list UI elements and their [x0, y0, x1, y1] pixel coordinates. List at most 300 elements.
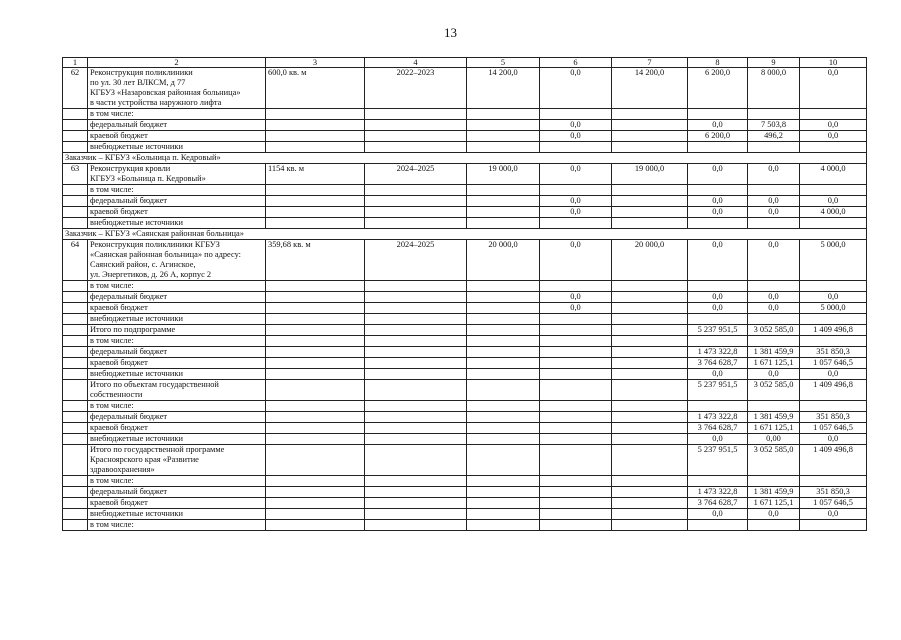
cell-remaining: [612, 336, 688, 347]
cell-year-3: [800, 281, 867, 292]
cell-cost: [467, 303, 540, 314]
cell-cost: 20 000,0: [467, 240, 540, 281]
cell-remaining: [612, 292, 688, 303]
cell-cost: [467, 487, 540, 498]
header-row: [63, 58, 867, 68]
cell-remaining: [612, 207, 688, 218]
cell-spent: [540, 281, 612, 292]
cell-period: [365, 509, 467, 520]
cell-year-3: 1 057 646,5: [800, 423, 867, 434]
cell-year-2: [748, 218, 800, 229]
cell-capacity: [266, 445, 365, 476]
cell-period: [365, 401, 467, 412]
cell-spent: [540, 142, 612, 153]
cell-year-3: 5 000,0: [800, 240, 867, 281]
cell-year-1: 0,0: [688, 369, 748, 380]
detail-row: [63, 347, 867, 358]
cell-year-3: 4 000,0: [800, 164, 867, 185]
cell-period: [365, 412, 467, 423]
cell-capacity: [266, 196, 365, 207]
detail-row: [63, 196, 867, 207]
cell-year-1: 6 200,0: [688, 131, 748, 142]
cell-capacity: 600,0 кв. м: [266, 68, 365, 109]
cell-num: 64: [63, 240, 88, 281]
cell-num: 63: [63, 164, 88, 185]
cell-year-1: 1 473 322,8: [688, 347, 748, 358]
cell-spent: [540, 314, 612, 325]
cell-remaining: [612, 476, 688, 487]
cell-year-1: 0,0: [688, 303, 748, 314]
cell-num: [63, 347, 88, 358]
cell-cost: [467, 325, 540, 336]
cell-capacity: [266, 218, 365, 229]
cell-remaining: [612, 314, 688, 325]
cell-year-2: 1 671 125,1: [748, 358, 800, 369]
cell-spent: 0,0: [540, 240, 612, 281]
cell-year-2: 0,0: [748, 369, 800, 380]
cell-year-1: [688, 401, 748, 412]
detail-row: [63, 445, 867, 476]
detail-row: [63, 142, 867, 153]
cell-num: [63, 520, 88, 531]
cell-num: [63, 131, 88, 142]
cell-spent: [540, 218, 612, 229]
cell-year-2: 1 381 459,9: [748, 347, 800, 358]
cell-year-1: [688, 109, 748, 120]
cell-remaining: [612, 218, 688, 229]
cell-remaining: [612, 520, 688, 531]
cell-period: 2022–2023: [365, 68, 467, 109]
cell-name: внебюджетные источники: [88, 369, 266, 380]
cell-cost: [467, 281, 540, 292]
page-number: 13: [444, 25, 457, 40]
cell-capacity: 359,68 кв. м: [266, 240, 365, 281]
cell-capacity: [266, 303, 365, 314]
cell-name: в том числе:: [88, 109, 266, 120]
cell-capacity: [266, 131, 365, 142]
detail-row: [63, 498, 867, 509]
cell-remaining: [612, 303, 688, 314]
cell-year-2: 496,2: [748, 131, 800, 142]
cell-num: [63, 142, 88, 153]
cell-year-3: 1 409 496,8: [800, 445, 867, 476]
cell-period: [365, 434, 467, 445]
cell-capacity: [266, 336, 365, 347]
cell-capacity: [266, 520, 365, 531]
cell-year-1: 0,0: [688, 120, 748, 131]
detail-row: [63, 369, 867, 380]
cell-period: [365, 303, 467, 314]
cell-cost: [467, 131, 540, 142]
cell-name: краевой бюджет: [88, 131, 266, 142]
cell-period: [365, 120, 467, 131]
cell-capacity: [266, 498, 365, 509]
cell-capacity: [266, 369, 365, 380]
cell-period: [365, 109, 467, 120]
cell-year-2: 0,0: [748, 303, 800, 314]
cell-remaining: [612, 131, 688, 142]
cell-capacity: [266, 347, 365, 358]
cell-num: [63, 120, 88, 131]
cell-num: [63, 476, 88, 487]
cell-remaining: [612, 423, 688, 434]
cell-year-3: 0,0: [800, 292, 867, 303]
cell-spent: 0,0: [540, 207, 612, 218]
cell-year-3: 0,0: [800, 68, 867, 109]
cell-period: [365, 292, 467, 303]
cell-year-2: [748, 336, 800, 347]
cell-period: [365, 207, 467, 218]
cell-remaining: [612, 325, 688, 336]
cell-spent: [540, 498, 612, 509]
cell-num: [63, 434, 88, 445]
cell-year-2: 3 052 585,0: [748, 325, 800, 336]
cell-spent: 0,0: [540, 164, 612, 185]
cell-cost: [467, 292, 540, 303]
detail-row: [63, 185, 867, 196]
cell-num: [63, 185, 88, 196]
cell-cost: [467, 445, 540, 476]
cell-year-1: [688, 185, 748, 196]
cell-year-2: 3 052 585,0: [748, 380, 800, 401]
cell-year-3: 0,0: [800, 120, 867, 131]
cell-year-1: 0,0: [688, 164, 748, 185]
cell-year-3: [800, 336, 867, 347]
cell-remaining: [612, 185, 688, 196]
cell-year-3: 1 057 646,5: [800, 358, 867, 369]
cell-year-2: [748, 520, 800, 531]
cell-remaining: [612, 487, 688, 498]
cell-year-2: [748, 281, 800, 292]
cell-num: [63, 292, 88, 303]
cell-year-2: [748, 185, 800, 196]
cell-num: [63, 207, 88, 218]
cell-num: [63, 445, 88, 476]
cell-name: в том числе:: [88, 476, 266, 487]
detail-row: [63, 412, 867, 423]
cell-year-3: [800, 185, 867, 196]
cell-cost: [467, 476, 540, 487]
cell-year-1: [688, 218, 748, 229]
cell-num: [63, 498, 88, 509]
cell-name: внебюджетные источники: [88, 509, 266, 520]
project-row: [63, 68, 867, 109]
cell-name: краевой бюджет: [88, 207, 266, 218]
cell-num: [63, 423, 88, 434]
cell-num: [63, 369, 88, 380]
cell-year-2: [748, 401, 800, 412]
cell-year-1: 0,0: [688, 434, 748, 445]
cell-spent: [540, 476, 612, 487]
detail-row: [63, 509, 867, 520]
detail-row: [63, 520, 867, 531]
cell-name: федеральный бюджет: [88, 487, 266, 498]
cell-capacity: [266, 401, 365, 412]
cell-year-1: [688, 336, 748, 347]
detail-row: [63, 401, 867, 412]
cell-remaining: [612, 401, 688, 412]
cell-year-1: 5 237 951,5: [688, 325, 748, 336]
cell-year-3: [800, 109, 867, 120]
cell-year-3: 1 057 646,5: [800, 498, 867, 509]
cell-year-2: 0,0: [748, 292, 800, 303]
cell-year-1: [688, 314, 748, 325]
cell-remaining: [612, 358, 688, 369]
cell-cost: 14 200,0: [467, 68, 540, 109]
cell-year-1: 3 764 628,7: [688, 423, 748, 434]
header-cell-period: 4: [365, 58, 467, 68]
cell-year-2: 1 671 125,1: [748, 498, 800, 509]
cell-name: внебюджетные источники: [88, 434, 266, 445]
cell-name: в том числе:: [88, 520, 266, 531]
cell-year-1: 3 764 628,7: [688, 498, 748, 509]
cell-name: Итого по объектам государственной собственности: [88, 380, 266, 401]
cell-remaining: [612, 109, 688, 120]
cell-num: [63, 412, 88, 423]
cell-num: [63, 218, 88, 229]
cell-num: [63, 281, 88, 292]
cell-capacity: [266, 434, 365, 445]
cell-cost: [467, 498, 540, 509]
detail-row: [63, 109, 867, 120]
cell-remaining: [612, 434, 688, 445]
cell-period: [365, 358, 467, 369]
cell-name: краевой бюджет: [88, 423, 266, 434]
project-row: [63, 240, 867, 281]
cell-name: в том числе:: [88, 336, 266, 347]
cell-spent: [540, 325, 612, 336]
cell-period: [365, 369, 467, 380]
section-title: Заказчик – КГБУЗ «Саянская районная больница»: [63, 229, 867, 240]
cell-num: [63, 109, 88, 120]
cell-year-2: 1 671 125,1: [748, 423, 800, 434]
cell-capacity: [266, 120, 365, 131]
cell-name: краевой бюджет: [88, 303, 266, 314]
cell-year-3: [800, 218, 867, 229]
cell-num: 62: [63, 68, 88, 109]
cell-period: [365, 325, 467, 336]
cell-cost: [467, 412, 540, 423]
cell-spent: [540, 336, 612, 347]
cell-spent: [540, 358, 612, 369]
cell-num: [63, 487, 88, 498]
header-cell-num: 1: [63, 58, 88, 68]
cell-cost: [467, 314, 540, 325]
detail-row: [63, 423, 867, 434]
detail-row: [63, 281, 867, 292]
cell-spent: 0,0: [540, 68, 612, 109]
detail-row: [63, 380, 867, 401]
cell-name: внебюджетные источники: [88, 142, 266, 153]
cell-spent: [540, 347, 612, 358]
cell-period: 2024–2025: [365, 240, 467, 281]
cell-remaining: 19 000,0: [612, 164, 688, 185]
cell-year-2: 3 052 585,0: [748, 445, 800, 476]
cell-spent: [540, 109, 612, 120]
cell-spent: [540, 445, 612, 476]
header-cell-capacity: 3: [266, 58, 365, 68]
header-cell-year-2: 9: [748, 58, 800, 68]
cell-year-2: 0,0: [748, 240, 800, 281]
cell-year-3: 351 850,3: [800, 412, 867, 423]
cell-remaining: [612, 369, 688, 380]
detail-row: [63, 358, 867, 369]
cell-capacity: [266, 509, 365, 520]
detail-row: [63, 336, 867, 347]
cell-cost: [467, 434, 540, 445]
cell-period: [365, 281, 467, 292]
cell-period: [365, 498, 467, 509]
cell-year-1: 0,0: [688, 509, 748, 520]
cell-spent: [540, 412, 612, 423]
cell-cost: [467, 358, 540, 369]
cell-year-1: [688, 142, 748, 153]
cell-remaining: [612, 380, 688, 401]
detail-row: [63, 434, 867, 445]
cell-year-1: 3 764 628,7: [688, 358, 748, 369]
cell-period: [365, 142, 467, 153]
cell-capacity: [266, 487, 365, 498]
cell-period: 2024–2025: [365, 164, 467, 185]
detail-row: [63, 303, 867, 314]
cell-capacity: [266, 380, 365, 401]
header-cell-cost: 5: [467, 58, 540, 68]
cell-spent: [540, 401, 612, 412]
header-cell-name: 2: [88, 58, 266, 68]
detail-row: [63, 325, 867, 336]
detail-row: [63, 476, 867, 487]
cell-year-2: 0,0: [748, 164, 800, 185]
cell-year-2: 1 381 459,9: [748, 487, 800, 498]
cell-num: [63, 303, 88, 314]
cell-year-2: [748, 314, 800, 325]
cell-name: Итого по государственной программе Красноярского края «Развитие здравоохранения»: [88, 445, 266, 476]
cell-cost: [467, 509, 540, 520]
cell-period: [365, 445, 467, 476]
cell-num: [63, 380, 88, 401]
cell-remaining: 14 200,0: [612, 68, 688, 109]
cell-period: [365, 314, 467, 325]
cell-spent: [540, 434, 612, 445]
cell-year-2: 0,0: [748, 207, 800, 218]
cell-year-3: 0,0: [800, 509, 867, 520]
cell-cost: [467, 218, 540, 229]
cell-period: [365, 380, 467, 401]
section-row: [63, 153, 867, 164]
cell-year-2: [748, 142, 800, 153]
cell-year-3: 0,0: [800, 369, 867, 380]
cell-cost: [467, 207, 540, 218]
cell-year-1: 0,0: [688, 196, 748, 207]
cell-capacity: [266, 281, 365, 292]
cell-name: федеральный бюджет: [88, 120, 266, 131]
cell-year-3: 0,0: [800, 131, 867, 142]
cell-name: в том числе:: [88, 281, 266, 292]
cell-cost: [467, 196, 540, 207]
cell-name: внебюджетные источники: [88, 314, 266, 325]
cell-name: Реконструкция кровли КГБУЗ «Больница п. Кедровый»: [88, 164, 266, 185]
cell-num: [63, 196, 88, 207]
cell-remaining: [612, 498, 688, 509]
detail-row: [63, 292, 867, 303]
cell-remaining: [612, 142, 688, 153]
cell-period: [365, 423, 467, 434]
cell-year-1: 0,0: [688, 292, 748, 303]
cell-year-1: [688, 520, 748, 531]
cell-period: [365, 476, 467, 487]
detail-row: [63, 487, 867, 498]
cell-cost: [467, 347, 540, 358]
cell-spent: [540, 509, 612, 520]
cell-year-3: 1 409 496,8: [800, 325, 867, 336]
cell-name: краевой бюджет: [88, 358, 266, 369]
cell-spent: 0,0: [540, 131, 612, 142]
cell-year-2: 0,00: [748, 434, 800, 445]
cell-capacity: [266, 358, 365, 369]
cell-year-2: 7 503,8: [748, 120, 800, 131]
project-row: [63, 164, 867, 185]
cell-remaining: [612, 445, 688, 476]
cell-spent: 0,0: [540, 303, 612, 314]
cell-cost: [467, 336, 540, 347]
section-title: Заказчик – КГБУЗ «Больница п. Кедровый»: [63, 153, 867, 164]
cell-name: краевой бюджет: [88, 498, 266, 509]
cell-spent: [540, 520, 612, 531]
cell-year-3: [800, 142, 867, 153]
cell-capacity: [266, 207, 365, 218]
cell-cost: [467, 120, 540, 131]
cell-spent: [540, 380, 612, 401]
cell-spent: [540, 369, 612, 380]
cell-cost: [467, 380, 540, 401]
cell-year-1: 1 473 322,8: [688, 412, 748, 423]
cell-remaining: [612, 347, 688, 358]
cell-capacity: [266, 476, 365, 487]
cell-year-1: 1 473 322,8: [688, 487, 748, 498]
cell-capacity: [266, 423, 365, 434]
cell-remaining: [612, 412, 688, 423]
cell-remaining: [612, 509, 688, 520]
cell-year-1: 0,0: [688, 207, 748, 218]
cell-year-1: [688, 281, 748, 292]
cell-cost: 19 000,0: [467, 164, 540, 185]
cell-cost: [467, 401, 540, 412]
cell-period: [365, 218, 467, 229]
cell-year-2: 0,0: [748, 196, 800, 207]
cell-year-2: [748, 476, 800, 487]
detail-row: [63, 314, 867, 325]
cell-num: [63, 509, 88, 520]
cell-name: внебюджетные источники: [88, 218, 266, 229]
cell-name: Итого по подпрограмме: [88, 325, 266, 336]
investment-table: [62, 57, 867, 531]
cell-period: [365, 520, 467, 531]
cell-capacity: [266, 412, 365, 423]
cell-spent: [540, 487, 612, 498]
cell-num: [63, 358, 88, 369]
cell-capacity: [266, 314, 365, 325]
cell-period: [365, 487, 467, 498]
cell-capacity: [266, 142, 365, 153]
cell-capacity: [266, 292, 365, 303]
cell-year-2: [748, 109, 800, 120]
cell-year-2: 8 000,0: [748, 68, 800, 109]
cell-num: [63, 336, 88, 347]
cell-remaining: [612, 196, 688, 207]
cell-name: федеральный бюджет: [88, 292, 266, 303]
cell-year-2: 0,0: [748, 509, 800, 520]
cell-name: в том числе:: [88, 401, 266, 412]
